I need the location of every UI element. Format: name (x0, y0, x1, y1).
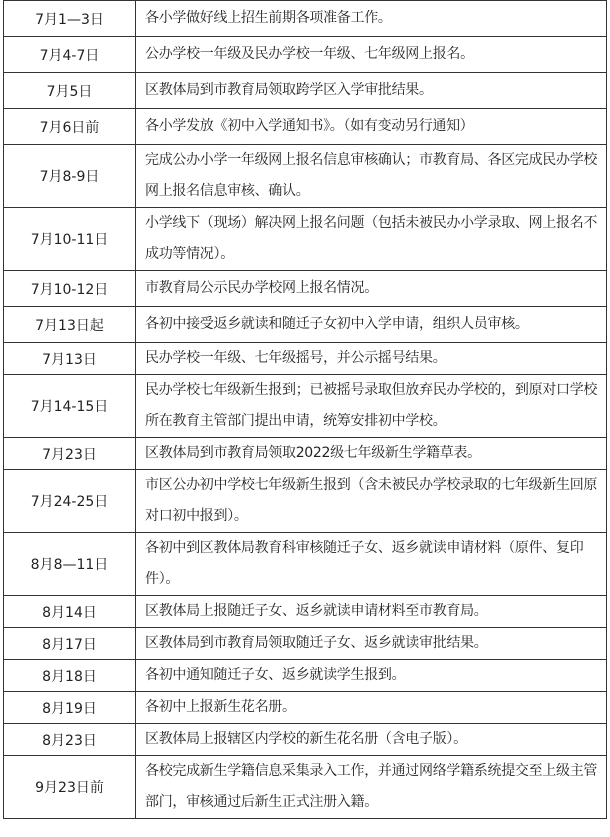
date-cell: 9月23日前 (4, 756, 136, 819)
table-row (4, 307, 607, 343)
table-row (4, 596, 607, 628)
table-row (4, 271, 607, 307)
date-cell: 8月17日 (4, 628, 136, 660)
date-cell: 7月1—3日 (4, 1, 136, 37)
table-row (4, 692, 607, 724)
task-cell: 各校完成新生学籍信息采集录入工作，并通过网络学籍系统提交至上级主管部门，审核通过后新生正式注册入籍。 (136, 756, 607, 819)
date-cell: 8月14日 (4, 596, 136, 628)
task-cell: 完成公办小学一年级网上报名信息审核确认；市教育局、各区完成民办学校网上报名信息审核、确认。 (136, 145, 607, 208)
table-row (4, 724, 607, 756)
table-row (4, 628, 607, 660)
table-row (4, 756, 607, 819)
date-cell: 7月10-12日 (4, 271, 136, 307)
date-cell: 7月13日起 (4, 307, 136, 343)
date-cell: 7月8-9日 (4, 145, 136, 208)
table-row (4, 533, 607, 596)
table-row (4, 37, 607, 73)
date-cell: 7月6日前 (4, 109, 136, 145)
task-cell: 区教体局上报辖区内学校的新生花名册（含电子版）。 (136, 724, 607, 756)
date-cell: 8月19日 (4, 692, 136, 724)
task-cell: 区教体局上报随迁子女、返乡就读申请材料至市教育局。 (136, 596, 607, 628)
date-cell: 7月23日 (4, 438, 136, 470)
table-row (4, 470, 607, 533)
task-cell: 市区公办初中学校七年级新生报到（含未被民办学校录取的七年级新生回原对口初中报到）。 (136, 470, 607, 533)
task-cell: 民办学校七年级新生报到；已被摇号录取但放弃民办学校的，到原对口学校所在教育主管部门提出申请，统筹安排初中学校。 (136, 375, 607, 438)
task-cell: 各初中通知随迁子女、返乡就读学生报到。 (136, 660, 607, 692)
table-row (4, 438, 607, 470)
table-row (4, 109, 607, 145)
date-cell: 8月18日 (4, 660, 136, 692)
task-cell: 各初中到区教体局教育科审核随迁子女、返乡就读申请材料（原件、复印件）。 (136, 533, 607, 596)
schedule-body (4, 1, 607, 819)
task-cell: 区教体局到市教育局领取2022级七年级新生学籍草表。 (136, 438, 607, 470)
date-cell: 7月10-11日 (4, 208, 136, 271)
date-cell: 8月8—11日 (4, 533, 136, 596)
task-cell: 区教体局到市教育局领取跨学区入学审批结果。 (136, 73, 607, 109)
task-cell: 公办学校一年级及民办学校一年级、七年级网上报名。 (136, 37, 607, 73)
task-cell: 区教体局到市教育局领取随迁子女、返乡就读审批结果。 (136, 628, 607, 660)
date-cell: 7月13日 (4, 343, 136, 375)
table-row (4, 375, 607, 438)
table-row (4, 145, 607, 208)
enrollment-schedule-table (3, 0, 607, 819)
table-row (4, 660, 607, 692)
table-row (4, 73, 607, 109)
task-cell: 各初中上报新生花名册。 (136, 692, 607, 724)
date-cell: 7月14-15日 (4, 375, 136, 438)
task-cell: 小学线下（现场）解决网上报名问题（包括未被民办小学录取、网上报名不成功等情况）。 (136, 208, 607, 271)
date-cell: 7月4-7日 (4, 37, 136, 73)
date-cell: 8月23日 (4, 724, 136, 756)
table-row (4, 1, 607, 37)
task-cell: 各初中接受返乡就读和随迁子女初中入学申请，组织人员审核。 (136, 307, 607, 343)
task-cell: 各小学做好线上招生前期各项准备工作。 (136, 1, 607, 37)
task-cell: 市教育局公示民办学校网上报名情况。 (136, 271, 607, 307)
task-cell: 民办学校一年级、七年级摇号，并公示摇号结果。 (136, 343, 607, 375)
table-row (4, 343, 607, 375)
date-cell: 7月24-25日 (4, 470, 136, 533)
date-cell: 7月5日 (4, 73, 136, 109)
task-cell: 各小学发放《初中入学通知书》。（如有变动另行通知） (136, 109, 607, 145)
table-row (4, 208, 607, 271)
